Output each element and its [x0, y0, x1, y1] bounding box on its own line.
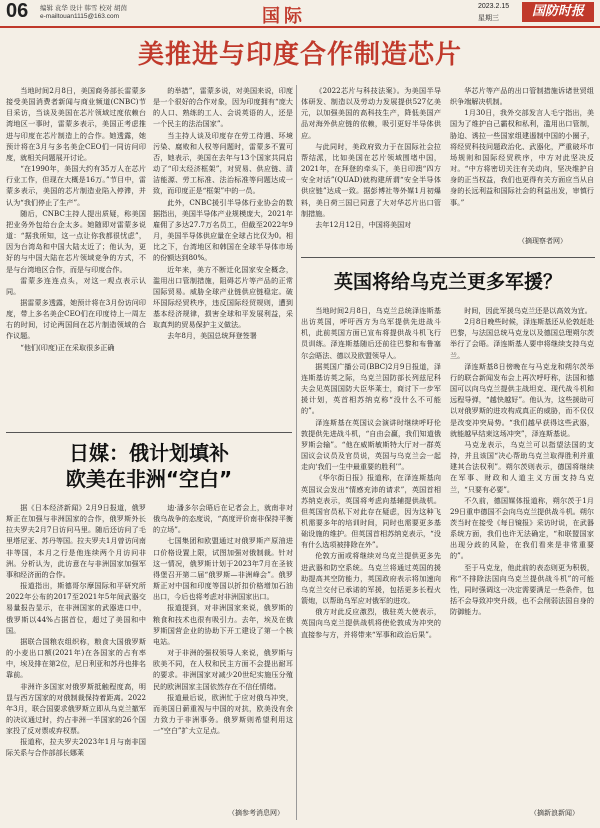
article2-headline-line1: 日媒：俄计划填补	[69, 441, 229, 465]
editor-credits: 编辑 袁华 设计 韩雪 校对 胡茵	[40, 5, 128, 12]
article1-headline: 美推进与印度合作制造芯片	[137, 40, 462, 70]
paragraph: 2月8日晚些时候，泽连斯基还从伦敦赶赴巴黎，与法国总统马克龙以及德国总理朔尔茨举行了会晤。泽连斯基人要申将继续支持乌克兰。	[450, 317, 594, 360]
article2-headline-line2: 欧美在非洲“空白”	[65, 467, 233, 491]
issue-weekday: 星期三	[478, 15, 499, 22]
paragraph: 据雷蒙多透露，她预计将在3月份访问印度，带上多名美企CEO们在印度待上一周左右的时间，讨论两国间在芯片制造领域的合作议题。	[6, 297, 146, 341]
paragraph: 报道最后说，欧洲忙于应对俄乌冲突，而美国日薪重视与中国的对抗，欧美没有余力致力于非洲事务。俄罗斯则希望利用这一“空白”扩大立足点。	[153, 692, 293, 736]
article3-column-1	[301, 305, 441, 820]
column-divider	[296, 85, 297, 820]
paragraph: 俄方对此反应激烈，俄驻英大使表示，英国向乌克兰提供战机将使伦敦成为冲突的直接参与方，并将带来“军事和政治后果”。	[301, 607, 441, 639]
paragraph: 报道提到，对非洲国家来说，俄罗斯的粮食和技术也很有吸引力。去年，埃及在俄罗斯国营企业的协助下开工建设了第一个核电站。	[153, 603, 293, 646]
paragraph: 伦敦方面或将继续对乌克兰提供更多先进武器和防空系统。乌克兰将通过英国的援助提高其空防能力，英国政府表示将加速向乌克兰交付已承诺的军援，包括更多长程火箭炮，以帮助乌军应对俄军的进攻。	[301, 551, 441, 606]
page-number: 06	[6, 0, 29, 22]
paragraph: 泽连斯基在英国议会演讲时继续呼吁伦敦提供先进战斗机，“自由会赢，我们知道俄罗斯会输”。“他在威斯敏斯特大厅对一群英国议会议员及官员说，英国与乌克兰会一起走向‘我们一生中最重要的胜利’”。	[301, 417, 441, 472]
article1-column-2	[153, 85, 293, 425]
paragraph: 迪·潘多尔会晤后在记者会上，就南非对俄乌战争的态度说，“高度评价南非保持平衡的立场”。	[153, 503, 293, 535]
newspaper-logo: 国防时报	[522, 2, 594, 22]
divider-line	[301, 257, 595, 258]
paragraph: 泽连斯基8日傍晚在与马克龙和朔尔茨举行的联合新闻发布会上再次呼吁称，法国和德国可以向乌克兰提供主战坦克、现代战斗机和远程导弹，“越快越好”。他认为，这些援助可以对俄罗斯的进攻构成真正的威胁，而不仅仅是改变冲突局势。“我们越早获得这些武器，就能越早结束这场冲突”，泽连斯基说。	[450, 361, 594, 438]
paragraph: 随后，CNBC主持人提出质疑，称美国把业务外包给台企太多。她随即对雷蒙多说道：“据我所知，这一点让你我都很忧虑”，因为台湾岛和中国大陆太近了；他认为，更好的与中国大陆在芯片领域竞争的方式，不是与台湾地区合作，而是与印度合作。	[6, 208, 146, 274]
paragraph: 报道称，拉夫罗夫2023年1月与南非国际关系与合作部部长娜莱	[6, 737, 146, 758]
article2-column-2	[153, 502, 293, 807]
article1-source: （摘现察者网）	[518, 237, 567, 245]
divider-line	[6, 432, 292, 433]
article3-headline: 英国将给乌克兰更多军援？	[333, 271, 562, 293]
paragraph: 1月30日，我外交部发言人毛宁指出，美国为了维护自己霸权和私利，滥用出口管制，胁迫、诱拉一些国家组建遏制中国的小圈子，将经贸科技问题政治化、武器化，严重破坏市场规则和国际经贸秩序，中方对此坚决反对。“中方将密切关注有关动向，坚决维护自身的正当权益，我们也更得有关方面应当从自身的长远利益和国际社会的利益出发，审慎行事。”	[450, 108, 594, 207]
paragraph: 的举措”，雷蒙多说，对美国来说，印度是一个很好的合作对象，因为印度拥有“庞大的人口、熟练的工人、会说英语的人，还是一个民主的法治国家”。	[153, 86, 293, 129]
section-title: 国际	[262, 6, 306, 27]
paragraph: 当地时间2月8日，美国商务部长雷蒙多接受美国消费者新闻与商业频道(CNBC)节目采访，当谈及美国在芯片领域过度依赖台湾地区一事时，雷蒙多表示，美国正考虑推进与印度在芯片制造上的合作。她透露，她预计将在3月与多名美企CEO们一同访问印度，就相关问题展开讨论。	[6, 86, 146, 162]
paragraph: 《华尔街日报》报道称，在泽连斯基向英国议会发出“情感充沛的请求”，英国首相苏纳克表示，英国将考虑向基辅提供战机。但英国官员私下对此存在疑虑，因为这种飞机需要多年的培训时间，同时也需要更多基础设施的维护。但英国首相苏纳克表示，“没有什么选项被排除在外”。	[301, 473, 441, 550]
paragraph: 去年12月12日，中国将美国对	[315, 219, 412, 229]
paragraph: 与此同时，美政府致力于在国际社会拉帮结派，比如美国在芯片领域围堵中国，2021年，在拜登的牵头下，美日印澳“四方安全对话”(QUAD)就构建所谓“安全半导体供应链”达成一致。据彭博社等外媒1月初爆料，美日荷三国已同意了大对华芯片出口管制措施。	[301, 141, 441, 218]
article1-column-4	[450, 85, 594, 235]
article2-headline	[6, 440, 292, 492]
paragraph: 《2022芯片与科技法案》。为美国半导体研发、制造以及劳动力发展提供527亿美元，以加强美国的高科技生产，降低美国产品对海外供应链的依赖，吸引更好半导体供应。	[301, 86, 441, 140]
paragraph: 雷蒙多连连点头，对这一观点表示认同。	[6, 275, 146, 296]
paragraph: 对于非洲的强权领导人来说，俄罗斯与欧美不同，在人权和民主方面不会提出耐耳的要求。非洲国家对减少20世纪实施压分殖民的欧洲国家主国依然存在不信任情绪。	[153, 648, 293, 691]
paragraph: 七国集团和欧盟通过对俄罗斯产原油进口价格设置上限，试图加强对俄制裁。针对这一情况，俄罗斯计划于2023年7月在圣彼得堡召开第二届“俄罗斯—非洲峰会”。俄罗斯正对中国和印度等国以折扣价格增加石油出口，今后也将考虑对非洲国家出口。	[153, 536, 293, 602]
paragraph: 据联合国粮农组织称，粮食大国俄罗斯的小麦出口额(2021年)在各国家的占有率中，埃及排在第2位，尼日利亚和苏丹也排名靠前。	[6, 636, 146, 680]
article2-column-1	[6, 502, 146, 822]
paragraph: 华芯片等产品的出口管制措施诉诸世贸组织争端解决机制。	[450, 86, 594, 107]
editor-email: e-mailtouan1115@163.com	[40, 13, 119, 20]
paragraph: “在1990年，美国大约有35万人在芯片行业工作，但现在大概是16万。”节目中，雷蒙多表示，美国的芯片制造业陷入停滞，并认为“我们停止了生产”。	[6, 164, 146, 207]
paragraph: “他们(印度)正在采取很多正确	[20, 342, 115, 352]
paragraph: 当主持人谈及印度存在劳工待遇、环境污染、腐败和人权等问题时，雷蒙多不置可否，她表示，美国在去年与13个国家共同启动了“印太经济框架”，对贸易、供应链、清洁能源、劳工标准、法治标准等问题达成一致，而印度正是“框架”中的一员。	[153, 130, 293, 196]
paragraph: 此外，CNBC援引半导体行业协会的数据指出，美国半导体产业规模庞大，2021年雇佣了多达27.7万名员工，但截至2022年9月，美国半导体供应量在全球占比仅为0。相比之下，台湾地区和韩国在全球半导体市场的份额达到80%。	[153, 197, 293, 263]
paragraph: 据英国广播公司(BBC)2月9日报道，泽连斯基访英之际，乌克兰国防部长列兹尼科夫会见英国国防大臣华莱士，商讨下一步军援计划，英首相苏纳克称“没什么不可能的”。	[301, 361, 441, 416]
paragraph: 至于马克龙，他此前的表态则更为积极，称“不排除法国向乌克兰提供战斗机”的可能性，同时强调这一决定需要满足一些条件，包括不会导致冲突升级，也不会削弱法国自身的防御能力。	[450, 562, 594, 617]
paragraph: 近年来，美方不断迁化国家安全概念，滥用出口管制措施，阻碍芯片等产品的正常国际贸易。威胁全球产业链供应链稳定。破坏国际经贸秩序，违反国际经贸规则，遭到基本经济规律，损害全球和平发展利益，采取真判的贸易保护主义做法。	[153, 264, 293, 330]
article1-column-3	[301, 85, 441, 245]
article3-column-2	[450, 305, 594, 805]
article3-source: （摘新浪新闻）	[530, 809, 579, 817]
paragraph: 非洲许多国家对俄罗斯抵触程度高，明显与西方国家的对俄制裁保持着距离。2022年3月，联合国要求俄罗斯立即从乌克兰撤军的决议通过时，约占非洲一半国家的26个国家投了反对票或弃权票。	[6, 681, 146, 736]
paragraph: 报道指出，斯德哥尔摩国际和平研究所2022年公布的2017至2021年5年间武器交易量报告显示，在非洲国家的武器进口中，俄罗斯以44%占据首位，超过了美国和中国。	[6, 581, 146, 635]
paragraph: 不久前，德国媒体报道称，朔尔茨于1月29日重申德国不会向乌克兰提供战斗机。朔尔茨当时在接受《每日镜报》采访时说，在武器系统方面，我们也许无法确定，“和联盟国家出现分歧的风险，在我们看来是非常重要的”。	[450, 495, 594, 561]
masthead	[0, 0, 600, 28]
paragraph: 时间，因此军援乌克兰还是以高效为宜。	[464, 306, 592, 315]
article1-column-1	[6, 85, 146, 425]
paragraph: 去年8月，美国总统拜登签署	[167, 331, 257, 341]
issue-date: 2023.2.15	[478, 3, 510, 10]
paragraph: 当地时间2月8日，乌克兰总统泽连斯基出访英国，呼吁西方为乌军提供先进战斗机，此前英国方面已宣布将提供战斗机飞行员训练。泽连斯基随后还前往巴黎和布鲁塞尔会晤法、德以及欧盟领导人。	[301, 306, 441, 360]
paragraph: 马克龙表示，乌克兰可以指望法国的支持，并且该国“决心帮助乌克兰取得胜利并重建其合法权利”。朔尔茨则表示，德国将继续在军事、财政和人道主义方面支持乌克兰，“只要有必要”。	[450, 439, 594, 494]
article2-source: （摘参考消息网）	[228, 809, 284, 817]
paragraph: 据《日本经济新闻》2月9日报道，俄罗斯正在加强与非洲国家的合作，俄罗斯外长拉夫罗夫2月7日访问马里。随后还访问了毛里塔尼亚、苏丹等国。拉夫罗夫1月曾访问南非等国，本月之行是他连续两个月访问非洲。分析认为，此访意在与非洲国家加强军事和经济面的合作。	[6, 503, 146, 579]
